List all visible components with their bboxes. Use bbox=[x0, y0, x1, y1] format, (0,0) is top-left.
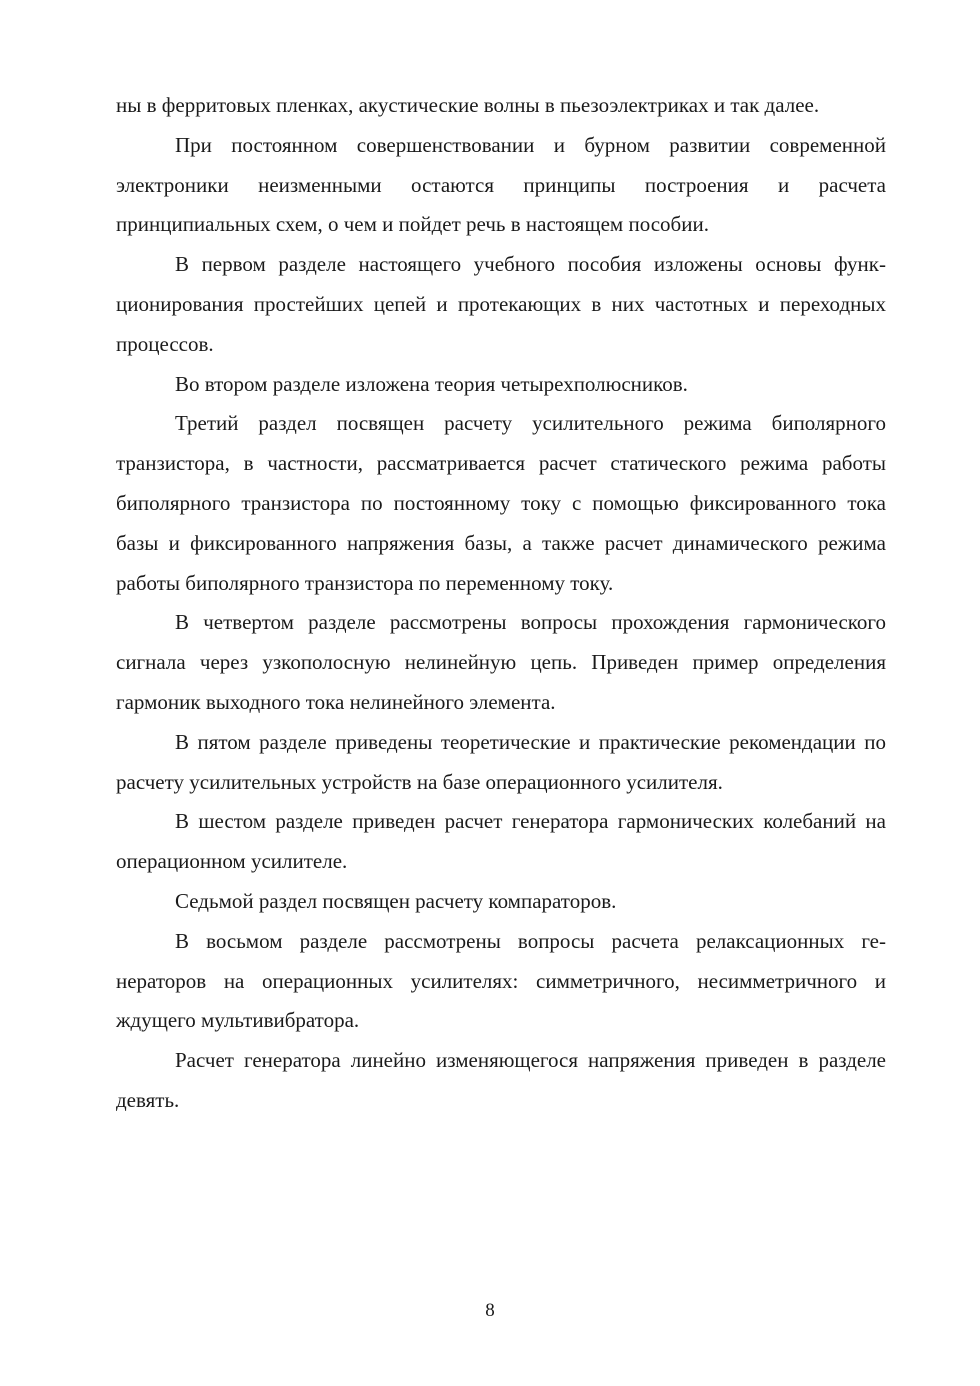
page-number: 8 bbox=[485, 1300, 495, 1321]
paragraph-section-1: В первом разделе настоящего учебного пособия изложены основы функционирования простейших цепей и протекающих в них частотных и переходных процессов. bbox=[116, 252, 886, 356]
paragraph-section-3: Третий раздел посвящен расчету усилительного режима биполярного транзистора, в частности, рассматривается расчет статического режима работы биполярного транзистора по постоянному току с помощью фиксированного тока базы и фиксированного напряжения базы, а также расчет динамического режима работы биполярного транзистора по переменному току. bbox=[116, 411, 886, 595]
paragraph-electronics-principles: При постоянном совершенствовании и бурном развитии современной электроники неизменными остаются принципы построения и расчета принципиальных схем, о чем и пойдет речь в настоящем пособии. bbox=[116, 132, 886, 237]
paragraph-section-5: В пятом разделе приведены теоретические и практические рекомендации по расчету усилительных устройств на базе операционного усилителя. bbox=[116, 729, 886, 794]
paragraph-section-7: Седьмой раздел посвящен расчету компараторов. bbox=[175, 888, 617, 913]
paragraph-section-9: Расчет генератора линейно изменяющегося напряжения приведен в разделе девять. bbox=[116, 1048, 886, 1112]
paragraph-section-8: В восьмом разделе рассмотрены вопросы расчета релаксационных генераторов на операционных усилителях: симметричного, несимметричного и ждущего мультивибратора. bbox=[116, 928, 886, 1033]
paragraph-section-4: В четвертом разделе рассмотрены вопросы прохождения гармонического сигнала через узкополосную нелинейную цепь. Приведен пример определения гармоник выходного тока нелинейного элемента. bbox=[116, 610, 886, 714]
document-body bbox=[116, 86, 886, 1121]
paragraph-section-2: Во втором разделе изложена теория четырехполюсников. bbox=[175, 371, 688, 396]
paragraph-section-6: В шестом разделе приведен расчет генератора гармонических колебаний на операционном усилителе. bbox=[116, 809, 886, 874]
paragraph-continuation: ны в ферритовых пленках, акустические волны в пьезоэлектриках и так далее. bbox=[116, 93, 820, 117]
